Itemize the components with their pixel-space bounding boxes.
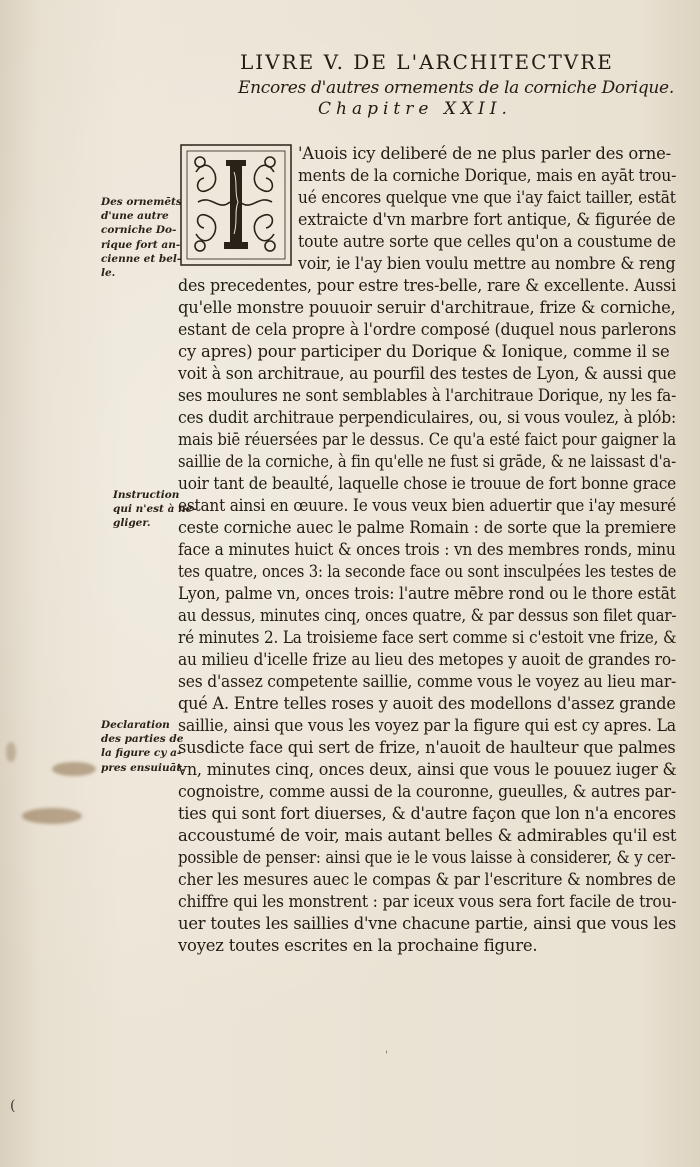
body-line: ses d'assez competente saillie, comme vous le voyez au lieu mar-	[178, 672, 677, 691]
margin-note-line: gliger.	[113, 517, 151, 530]
body-line: accoustumé de voir, mais autant belles & admirables qu'il est	[178, 826, 677, 845]
body-line: des precedentes, pour estre tres-belle, rare & excellente. Aussi	[178, 276, 677, 295]
corner-mark: (	[10, 1098, 16, 1114]
body-line: estant ainsi en œuure. Ie vous veux bien aduertir que i'ay mesuré	[178, 496, 677, 515]
body-line: ué encores quelque vne que i'ay faict tailler, estāt	[298, 188, 676, 207]
margin-note-line: d'une autre	[101, 210, 169, 223]
margin-note-line: corniche Do-	[101, 224, 177, 237]
margin-note	[101, 718, 185, 775]
body-line: au milieu d'icelle frize au lieu des metopes y auoit de grandes ro-	[178, 650, 676, 669]
margin-note-line: Instruction	[113, 489, 180, 501]
body-line: estant de cela propre à l'ordre composé (duquel nous parlerons	[178, 320, 677, 339]
body-line: face a minutes huict & onces trois : vn des membres ronds, minu	[178, 540, 676, 559]
margin-note	[113, 488, 197, 531]
body-line: ties qui sont fort diuerses, & d'autre façon que lon n'a encores	[178, 804, 676, 823]
body-line: ses moulures ne sont semblables à l'architraue Dorique, ny les fa-	[178, 386, 677, 405]
page-stain	[6, 742, 16, 762]
margin-note-line: Declaration	[101, 719, 170, 731]
body-line: ces dudit architraue perpendiculaires, ou, si vous voulez, à plób:	[178, 408, 677, 427]
body-line: 'Auois icy deliberé de ne plus parler des orne-	[298, 144, 671, 163]
body-line: toute autre sorte que celles qu'on a coustume de	[298, 232, 676, 251]
ornamental-initial-icon	[178, 142, 294, 268]
margin-note-line: le.	[101, 267, 116, 280]
folio-tick: '	[385, 1050, 388, 1061]
body-line: ceste corniche auec le palme Romain : de sorte que la premiere	[178, 518, 677, 537]
margin-note-line: la figure cy a-	[101, 747, 182, 760]
body-line: mais biē réuersées par le dessus. Ce qu'a esté faict pour gaigner la	[178, 430, 677, 449]
body-line: cognoistre, comme aussi de la couronne, gueulles, & autres par-	[178, 782, 676, 801]
margin-note-line: rique fort an-	[101, 238, 181, 251]
body-line: qué A. Entre telles roses y auoit des modellons d'assez grande	[178, 694, 676, 713]
body-line: saillie de la corniche, à fin qu'elle ne fust si grāde, & ne laissast d'a-	[178, 452, 676, 471]
body-line: saillie, ainsi que vous les voyez par la figure qui est cy apres. La	[178, 716, 676, 735]
body-line: au dessus, minutes cinq, onces quatre, & par dessus son filet quar-	[178, 606, 677, 625]
body-line: Lyon, palme vn, onces trois: l'autre mēbre rond ou le thore estāt	[178, 584, 676, 603]
body-line: uoir tant de beaulté, laquelle chose ie trouue de fort bonne grace	[178, 474, 677, 493]
margin-note-line: pres ensuiuāt.	[101, 761, 185, 774]
body-line: voit à son architraue, au pourfil des testes de Lyon, & aussi que	[178, 364, 677, 383]
body-line: cher les mesures auec le compas & par l'escriture & nombres de	[178, 870, 676, 889]
chapter-subtitle: Encores d'autres ornements de la corniche Dorique.	[238, 78, 674, 98]
margin-note	[101, 195, 182, 280]
margin-note-line: des parties de	[101, 733, 184, 746]
body-line: possible de penser: ainsi que ie le vous laisse à considerer, & y cer-	[178, 848, 676, 867]
chapter-number: Chapitre XXII.	[318, 99, 512, 119]
body-line: uer toutes les saillies d'vne chacune partie, ainsi que vous les	[178, 914, 676, 933]
page-stain	[52, 762, 96, 776]
body-line: ré minutes 2. La troisieme face sert comme si c'estoit vne frize, &	[178, 628, 677, 647]
body-line: cy apres) pour participer du Dorique & Ionique, comme il se	[178, 342, 670, 361]
body-line: voyez toutes escrites en la prochaine figure.	[178, 936, 538, 955]
body-line: qu'elle monstre pouuoir seruir d'architraue, frize & corniche,	[178, 298, 676, 317]
margin-note-line: qui n'est à ne-	[113, 503, 197, 516]
page-stain	[22, 808, 82, 824]
body-line: vn, minutes cinq, onces deux, ainsi que vous le pouuez iuger &	[178, 760, 677, 779]
body-line: ments de la corniche Dorique, mais en ayāt trou-	[298, 166, 677, 185]
body-line: voir, ie l'ay bien voulu mettre au nombre & reng	[298, 254, 676, 273]
margin-note-line: cienne et bel-	[101, 252, 182, 265]
body-line: susdicte face qui sert de frize, n'auoit de haulteur que palmes	[178, 738, 676, 757]
running-header: LIVRE V. DE L'ARCHITECTVRE	[240, 50, 614, 74]
margin-note-line: Des ornemēts	[101, 196, 182, 208]
body-line: tes quatre, onces 3: la seconde face ou sont insculpées les testes de	[178, 562, 677, 581]
body-line: chiffre qui les monstrent : par iceux vous sera fort facile de trou-	[178, 892, 677, 911]
body-line: extraicte d'vn marbre fort antique, & figurée de	[298, 210, 676, 229]
